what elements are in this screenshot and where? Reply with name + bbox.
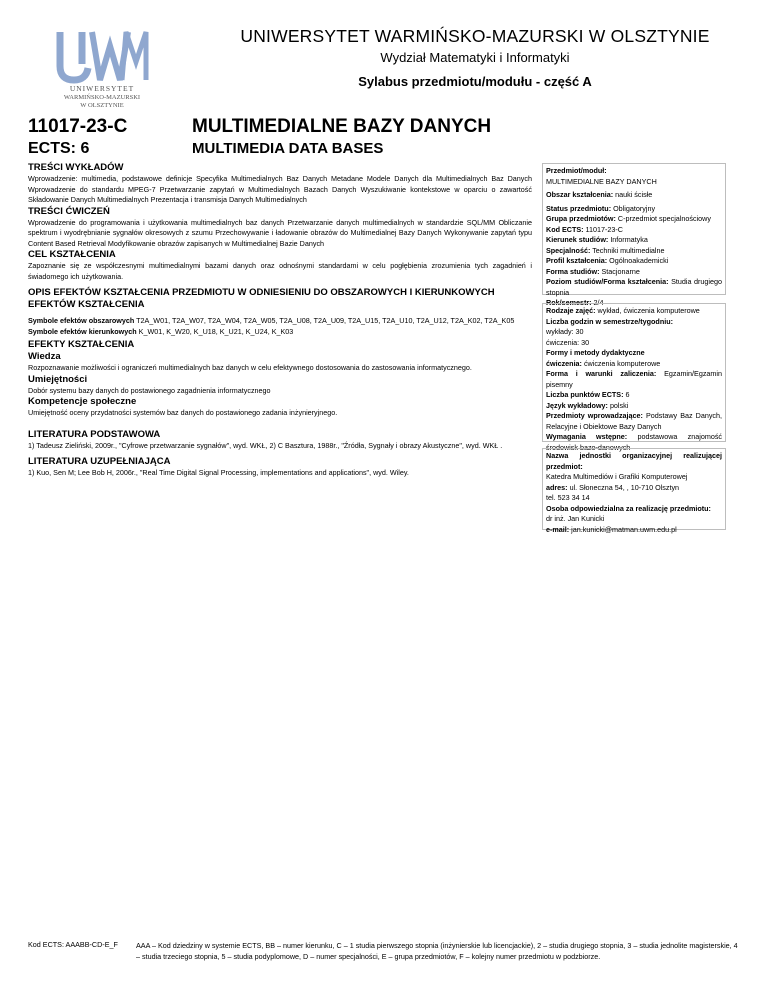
aim-heading: CEL KSZTAŁCENIA [28, 249, 116, 260]
direction-outcomes [28, 327, 532, 338]
ects-code-label: Kod ECTS: [546, 224, 584, 234]
points-value: 6 [625, 390, 630, 399]
exercises-heading: TREŚCI ĆWICZEŃ [28, 205, 110, 217]
responsible-person-label: Osoba odpowiedzialna za realizację przedmiotu: [546, 503, 711, 513]
responsible-person-value: dr inż. Jan Kunicki [546, 514, 605, 523]
university-logo [52, 22, 152, 108]
direction-outcomes-label: Symbole efektów kierunkowych [28, 326, 137, 336]
study-form-value: Stacjonarne [601, 266, 640, 276]
points-label: Liczba punktów ECTS: [546, 390, 624, 399]
intro-courses-label: Przedmioty wprowadzające: [546, 411, 643, 420]
level-value: Studia drugiego stopnia [546, 277, 722, 297]
address-value: ul. Słoneczna 54, , 10-710 Olsztyn [569, 482, 680, 492]
requirements-label: Wymagania wstępne: [546, 432, 628, 441]
hours-exercises: ćwiczenia: 30 [546, 337, 590, 347]
main-content [28, 162, 532, 479]
social-text: Umiejętność oceny przydatności systemów baz danych do postawionego zadania inżynieryjnego. [28, 408, 338, 417]
address-label: adres: [546, 482, 568, 492]
basic-literature-heading: LITERATURA PODSTAWOWA [28, 428, 161, 440]
faculty-name: Wydział Matematyki i Informatyki [380, 50, 570, 65]
lectures-text: Wprowadzenie: multimedia, podstawowe definicje Specyfika Multimedialnych Baz Danych Metadane Modele Danych dla Multimedialnych Baz Danych Wprowadzenie do standardu MPEG-7 Przetwarzanie zapytań w Multimedialnych Bazach Danych Wyszukiwanie kontekstowe w oparciu o zawartość Składowanie Danych Multimedialnych Prezentacja i transmisja Danych Multimedialnych [28, 174, 532, 204]
knowledge-heading: Wiedza [28, 351, 61, 362]
specialty-label: Specjalność: [546, 245, 591, 255]
year-value: 2/4 [593, 298, 604, 307]
methods-label: Formy i metody dydaktyczne [546, 348, 645, 357]
course-title-pl: MULTIMEDIALNE BAZY DANYCH [192, 116, 492, 137]
group-label: Grupa przedmiotów: [546, 214, 616, 223]
specialty-value: Techniki multimedialne [592, 245, 665, 255]
language-value: polski [609, 400, 629, 410]
requirements-value: podstawowa znajomość środowisk bazo-danowych [546, 432, 723, 452]
area-outcomes-value: T2A_W01, T2A_W07, T2A_W04, T2A_W05, T2A_U08, T2A_U09, T2A_U15, T2A_U10, T2A_U12, T2A_K02, T2A_K05 [136, 316, 515, 325]
area-value: nauki ścisłe [615, 190, 653, 199]
intro-courses-value: Podstawy Baz Danych, Relacyjne i Obiektowe Bazy Danych [546, 411, 723, 431]
knowledge-text: Rozpoznawanie możliwości i ograniczeń multimedialnych baz danych w celu efektywnego dostosowania do zastosowania informatycznego. [28, 363, 472, 372]
outcomes-heading: EFEKTY KSZTAŁCENIA [28, 339, 135, 350]
area-label: Obszar kształcenia: [546, 190, 614, 199]
field-value: Informatyka [610, 235, 648, 244]
extra-literature-text: 1) Kuo, Sen M; Lee Bob H, 2006r., "Real Time Digital Signal Processing, implementations and applications", wyd. Wiley. [28, 468, 409, 477]
exercises-text: Wprowadzenie do programowania i użytkowania multimedialnych baz danych Przetwarzanie danych multimedialnych w standardzie SQL/MM Obliczanie spektrum i wyodrębnianie sygnałów okresowych z szumu Przechowywanie i ładowanie obrazów do Multimedialnej Bazy Danych Wykonywanie zapytań typu Content Based Retrieval Modyfikowanie obrazów zapisanych w Multimedialnej Bazie Danych [28, 217, 532, 248]
email-label: e-mail: [546, 524, 570, 534]
email-link[interactable]: jan.kunicki@matman.uwm.edu.pl [571, 524, 677, 534]
unit-label: Nazwa jednostki organizacyjnej realizującej przedmiot: [546, 451, 722, 471]
methods-sub-label: ćwiczenia: [546, 358, 582, 368]
credit-label: Forma i warunki zaliczenia: [546, 369, 657, 378]
course-code: 11017-23-C [28, 116, 128, 137]
extra-literature-heading: LITERATURA UZUPEŁNIAJĄCA [28, 456, 171, 467]
credit-value: Egzamin/Egzamin pisemny [546, 369, 722, 389]
year-label: Rok/semestr: [546, 298, 592, 307]
unit-info-box [542, 448, 726, 534]
study-form-label: Forma studiów: [546, 266, 600, 276]
logo-line-2: WARMIŃSKO-MAZURSKI [63, 94, 141, 101]
course-info-box [542, 163, 726, 307]
footer-ects-format: Kod ECTS: AAABB-CD-E_F [28, 940, 118, 949]
field-label: Kierunek studiów: [546, 235, 609, 244]
status-value: Obligatoryjny [613, 203, 656, 213]
social-heading: Kompetencje społeczne [28, 396, 137, 407]
university-name: UNIWERSYTET WARMIŃSKO-MAZURSKI W OLSZTYNIE [240, 26, 710, 46]
course-ects: ECTS: 6 [28, 140, 90, 157]
classes-info-box [542, 303, 726, 452]
skills-heading: Umiejętności [28, 373, 88, 385]
group-value: C-przedmiot specjalnościowy [617, 214, 711, 223]
methods-value: ćwiczenia komputerowe [583, 358, 661, 368]
classes-value: wykład, ćwiczenia komputerowe [597, 306, 700, 315]
hours-label: Liczba godzin w semestrze/tygodniu: [546, 316, 673, 326]
ects-code-value: 11017-23-C [585, 224, 623, 234]
direction-outcomes-value: K_W01, K_W20, K_U18, K_U21, K_U24, K_K03 [138, 326, 294, 336]
footer-legend: AAA – Kod dziedziny w systemie ECTS, BB – numer kierunku, C – 1 studia pierwszego stopnia (inżynierskie lub licencjackie), 2 – studia drugiego stopnia, 3 – studia jednolite magisterskie, 4 – studia trzeciego stopnia, 5 – studia podyplomowe, D – numer specjalności, E – grupa przedmiotów, F – kolejny numer przedmiotu w podzbiorze. [136, 941, 738, 961]
module-label: Przedmiot/moduł: [546, 166, 607, 175]
logo-line-1: UNIWERSYTET [69, 84, 135, 93]
area-outcomes-label: Symbole efektów obszarowych [28, 316, 135, 325]
skills-text: Dobór systemu bazy danych do postawionego zagadnienia informatycznego [28, 385, 271, 395]
profile-label: Profil kształcenia: [546, 256, 608, 265]
unit-value: Katedra Multimediów i Grafiki Komputerowej [546, 472, 688, 481]
hours-lectures: wykłady: 30 [546, 327, 584, 336]
phone: tel. 523 34 14 [546, 493, 590, 502]
module-value: MULTIMEDIALNE BAZY DANYCH [546, 176, 657, 186]
classes-label: Rodzaje zajęć: [546, 306, 596, 315]
course-title-en: MULTIMEDIA DATA BASES [192, 140, 384, 157]
area-outcomes [28, 316, 532, 327]
logo-line-3: W OLSZTYNIE [80, 102, 124, 108]
status-label: Status przedmiotu: [546, 203, 612, 213]
lectures-heading: TREŚCI WYKŁADÓW [28, 162, 124, 173]
level-label: Poziom studiów/Forma kształcenia: [546, 277, 669, 286]
basic-literature-text: 1) Tadeusz Zieliński, 2009r., "Cyfrowe przetwarzanie sygnałów", wyd. WKŁ, 2) C Basztura, 1988r., "Źródła, Sygnały i obrazy Akustyczne", wyd. WKŁ . [28, 440, 503, 450]
profile-value: Ogólnoakademicki [609, 256, 669, 265]
syllabus-title: Sylabus przedmiotu/modułu - część A [358, 74, 592, 89]
outcomes-description-heading: OPIS EFEKTÓW KSZTAŁCENIA PRZEDMIOTU W ODNIESIENIU DO OBSZAROWYCH I KIERUNKOWYCH EFEKTÓW KSZTAŁCENIA [28, 287, 495, 310]
uwm-logo-icon [52, 22, 152, 108]
language-label: Język wykładowy: [546, 400, 608, 410]
aim-text: Zapoznanie się ze współczesnymi multimedialnymi bazami danych oraz odnośnymi standardami w celu pogłębienia zrozumienia tych zagadnień i świadomego ich użytkowania. [28, 261, 532, 281]
